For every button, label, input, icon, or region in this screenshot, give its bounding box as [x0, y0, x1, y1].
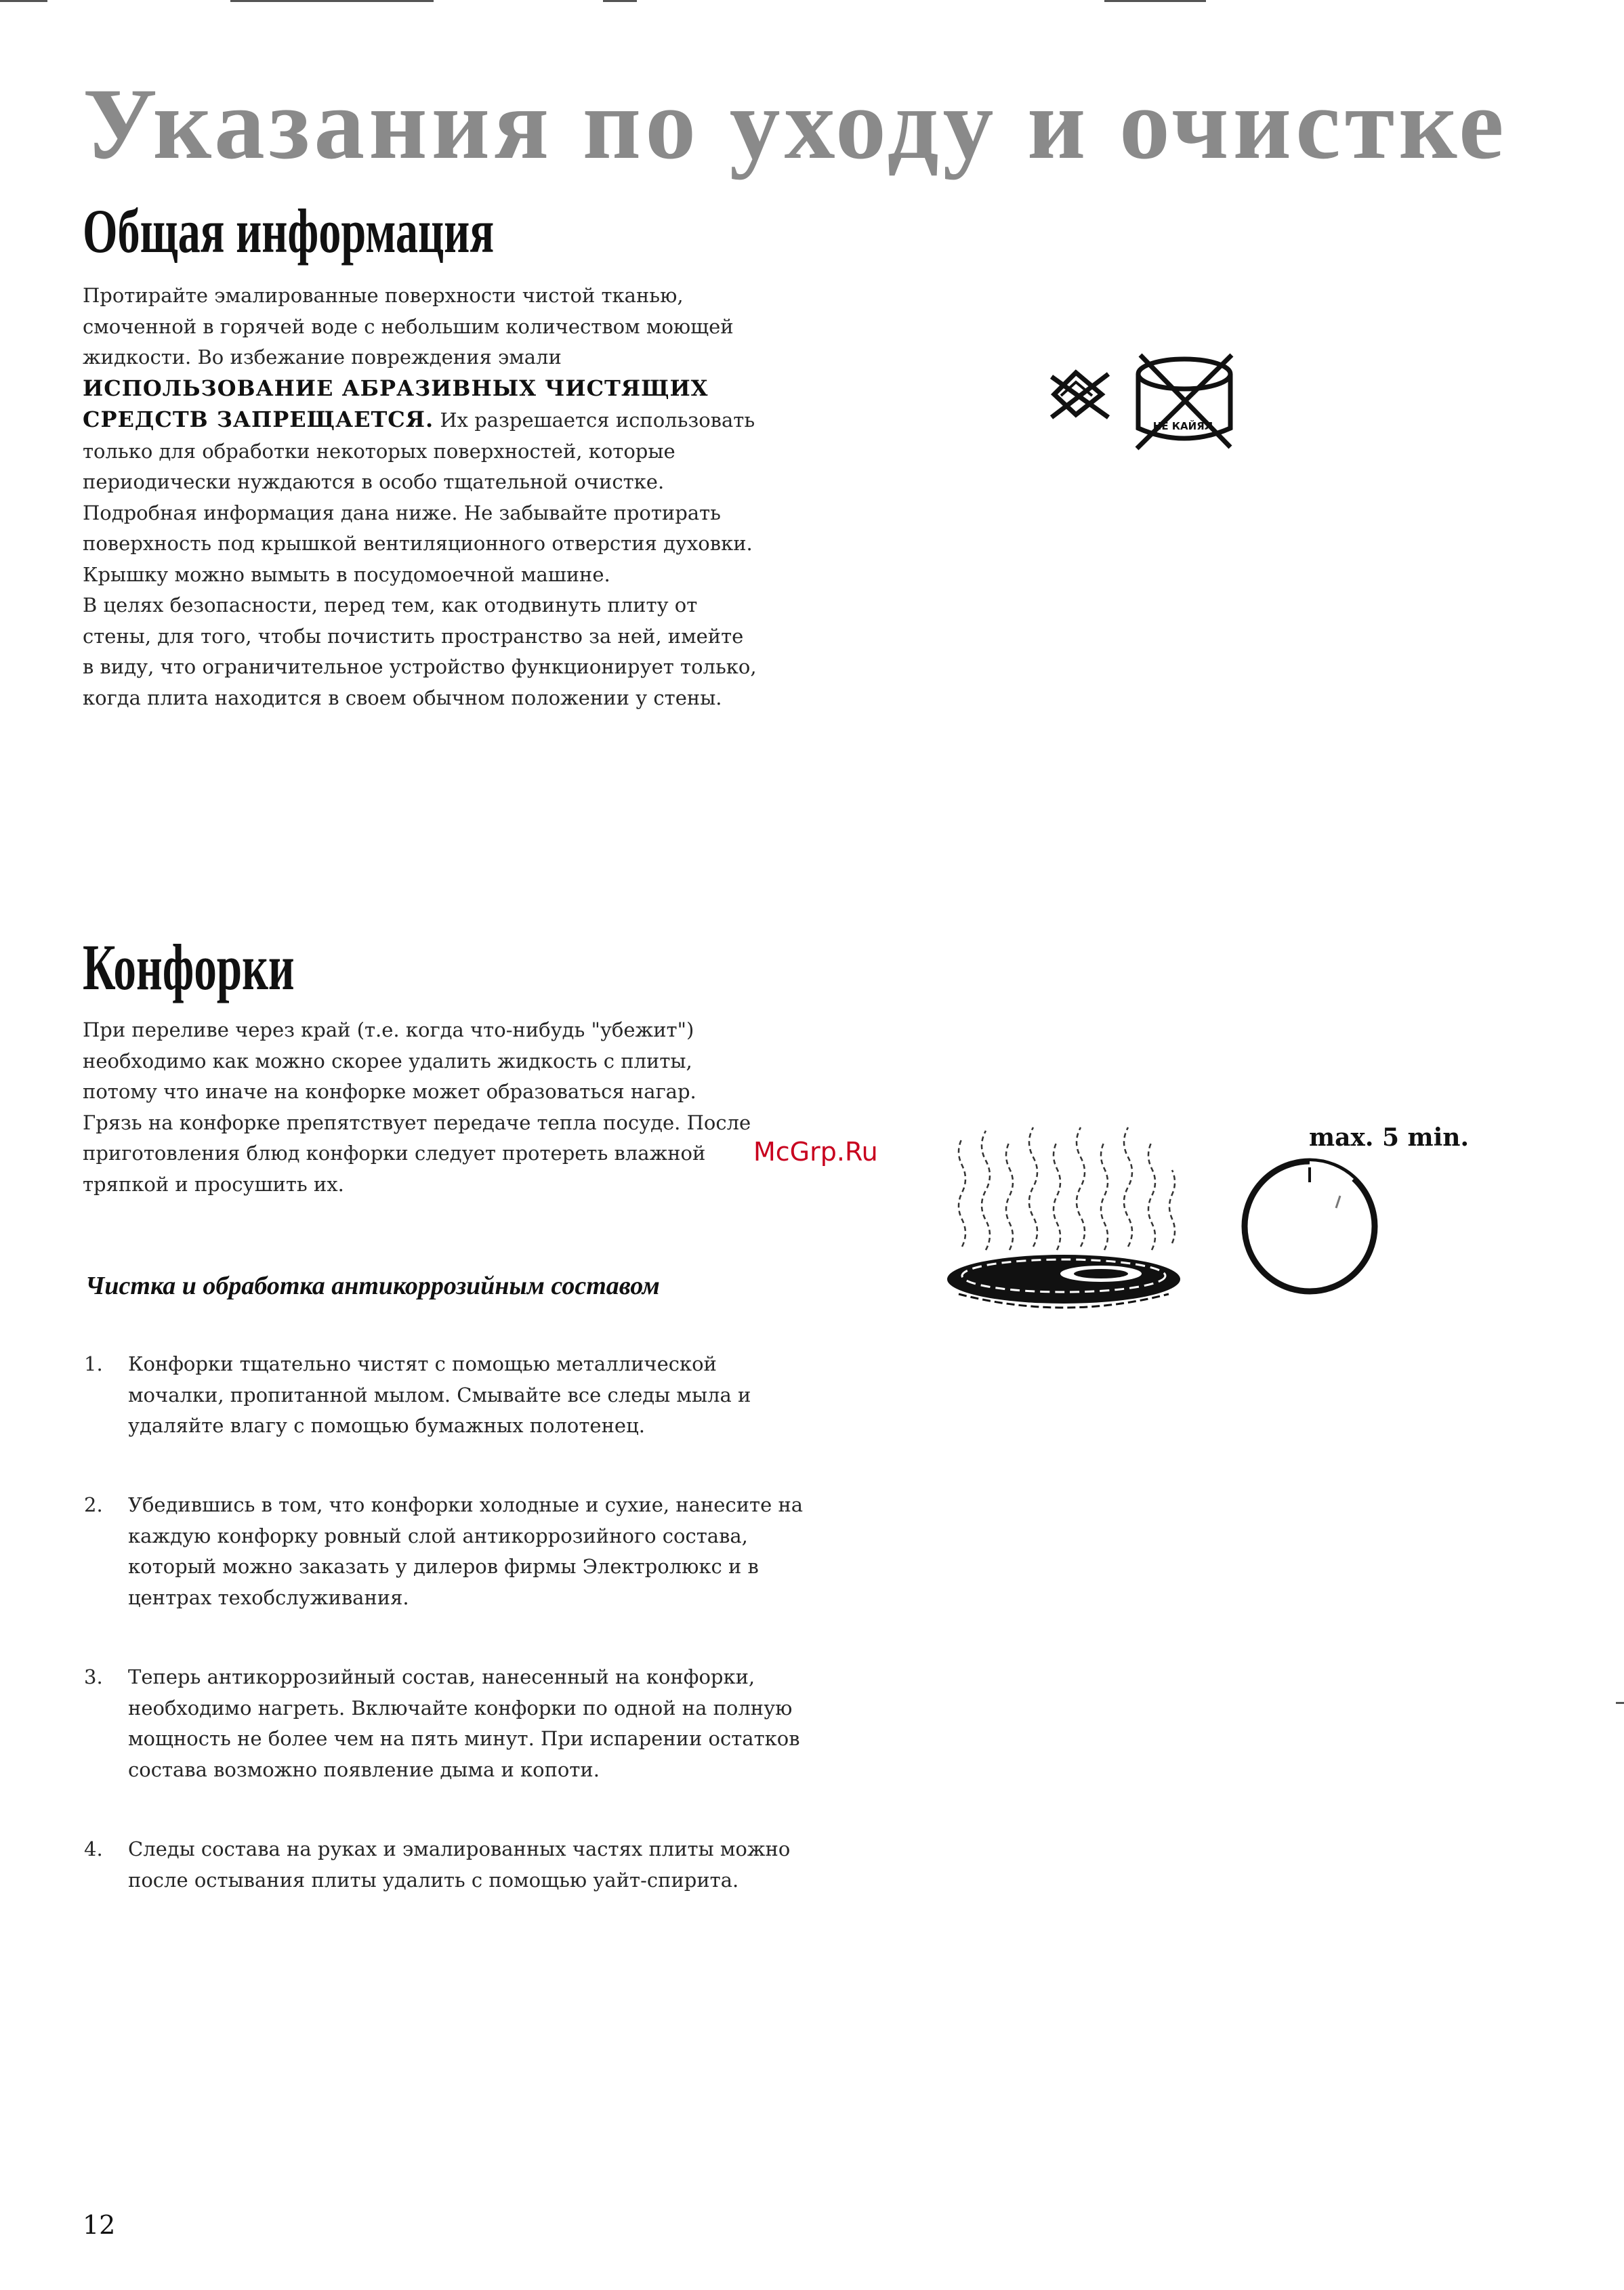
- max-time-label: max. 5 min.: [1309, 1123, 1470, 1152]
- abrasive-warning: ИСПОЛЬЗОВАНИЕ АБРАЗИВНЫХ ЧИСТЯЩИХ СРЕДСТВ ЗАПРЕЩАЕТСЯ.: [83, 375, 709, 432]
- scan-edge-mark: [1616, 1702, 1624, 1704]
- anticorrosion-steps: [84, 1349, 816, 1925]
- general-paragraph-1: [83, 280, 760, 590]
- page-number: 12: [83, 2210, 116, 2240]
- no-abrasive-icon: [1049, 347, 1238, 455]
- anticorrosion-subheading: Чистка и обработка антикоррозийным составом: [85, 1272, 660, 1300]
- step-2-text: Убедившись в том, что конфорки холодные и сухие, нанесите на каждую конфорку ровный слой антикоррозийного состава, который можно заказать у дилеров фирмы Электролюкс и в центрах техобслуживания.: [128, 1493, 804, 1609]
- step-1-number: 1.: [84, 1352, 103, 1375]
- top-scan-line-1: [0, 0, 47, 2]
- top-scan-line-2: [230, 0, 434, 2]
- step-3-text: Теперь антикоррозийный состав, нанесенный на конфорки, необходимо нагреть. Включайте конфорки по одной на полную мощность не более чем на пять минут. При испарении остатков состава возможно появление дыма и копоти.: [128, 1665, 800, 1781]
- page-title: Указания по уходу и очистке: [83, 68, 1508, 180]
- hotplate-steam-illustration: [945, 1111, 1189, 1314]
- step-2-number: 2.: [84, 1493, 103, 1516]
- top-scan-line-4: [1104, 0, 1206, 2]
- timer-icon: [1238, 1155, 1381, 1297]
- step-1-text: Конфорки тщательно чистят с помощью металлической мочалки, пропитанной мылом. Смывайте все следы мыла и удаляйте влагу с помощью бумажных полотенец.: [128, 1352, 751, 1437]
- section-heading-general: Общая информация: [83, 196, 495, 266]
- step-4-number: 4.: [84, 1837, 103, 1860]
- general-paragraph-2: В целях безопасности, перед тем, как отодвинуть плиту от стены, для того, чтобы почистить пространство за ней, имейте в виду, что ограничительное устройство функционирует только, когда плита находится в своем обычном положении у стены.: [83, 594, 757, 709]
- general-para1-end: Их разрешается использовать только для обработки некоторых поверхностей, которые периодически нуждаются в особо тщательной очистке. Подробная информация дана ниже. Не забывайте протирать поверхность под крышкой вентиляционного отверстия духовки. Крышку можно вымыть в посудомоечной машине.: [83, 409, 755, 586]
- top-scan-line-3: [603, 0, 637, 2]
- general-para1-start: Протирайте эмалированные поверхности чистой тканью, смоченной в горячей воде с небольшим количеством моющей жидкости. Во избежание повреждения эмали: [83, 284, 734, 369]
- section-heading-hotplates: Конфорки: [83, 931, 295, 1003]
- watermark-text: McGrp.Ru: [753, 1137, 878, 1167]
- hotplates-paragraph: При переливе через край (т.е. когда что-нибудь "убежит") необходимо как можно скорее удалить жидкость с плиты, потому что иначе на конфорке может образоваться нагар. Грязь на конфорке препятствует передаче тепла посуде. После приготовления блюд конфорки следует протереть влажной тряпкой и просушить их.: [83, 1018, 751, 1196]
- general-text-block: [83, 280, 760, 713]
- icon-label: НЕ КАЙЯЛ: [1152, 420, 1213, 432]
- step-3-number: 3.: [84, 1665, 103, 1688]
- step-4-text: Следы состава на руках и эмалированных частях плиты можно после остывания плиты удалить с помощью уайт-спирита.: [128, 1837, 791, 1892]
